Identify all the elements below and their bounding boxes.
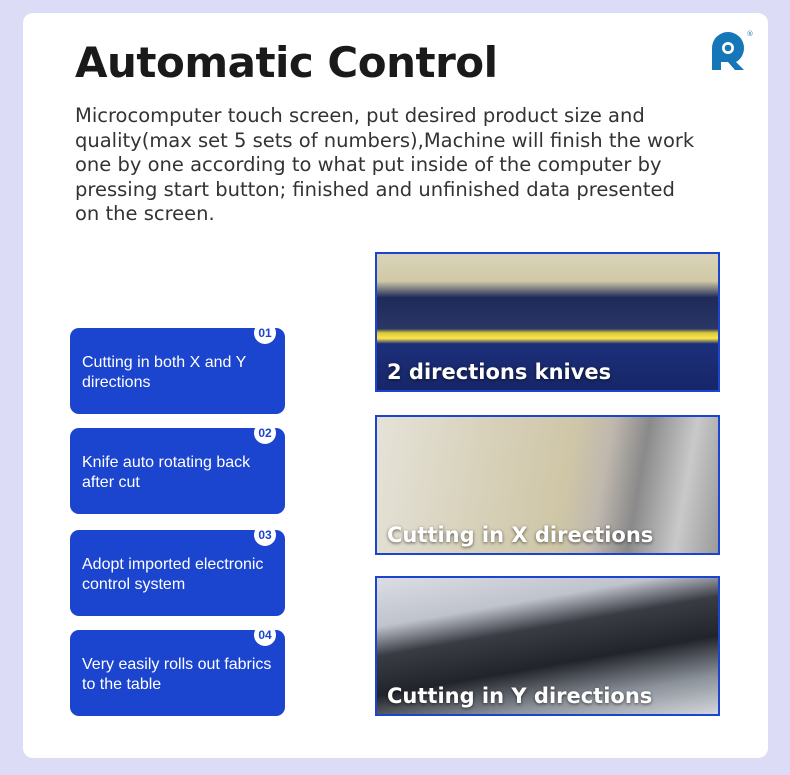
feature-text: Cutting in both X and Y directions — [82, 354, 246, 391]
feature-text: Knife auto rotating back after cut — [82, 454, 251, 491]
brand-r-logo-icon — [708, 28, 754, 74]
photo-two-direction-knives — [375, 252, 720, 392]
photo-cutting-y — [375, 576, 720, 716]
feature-text: Very easily rolls out fabrics to the table — [82, 656, 272, 693]
feature-card-03 — [70, 530, 285, 616]
svg-text:®: ® — [746, 30, 754, 38]
feature-number-badge: 03 — [254, 524, 276, 546]
photo-caption: 2 directions knives — [387, 360, 612, 384]
description: Microcomputer touch screen, put desired product size and quality(max set 5 sets of numbers),Machine will finish the work one by one according to what put inside of the computer by pressing start button; finished and unfinished data presented on the screen. — [75, 104, 695, 225]
photo-cutting-x — [375, 415, 720, 555]
feature-card-04 — [70, 630, 285, 716]
feature-card-01 — [70, 328, 285, 414]
feature-number-badge: 01 — [254, 322, 276, 344]
photo-caption: Cutting in Y directions — [387, 684, 653, 708]
feature-number-badge: 02 — [254, 422, 276, 444]
feature-card-02 — [70, 428, 285, 514]
feature-number-badge: 04 — [254, 624, 276, 646]
page-title: Automatic Control — [75, 38, 498, 87]
photo-caption: Cutting in X directions — [387, 523, 654, 547]
feature-text: Adopt imported electronic control system — [82, 556, 264, 593]
